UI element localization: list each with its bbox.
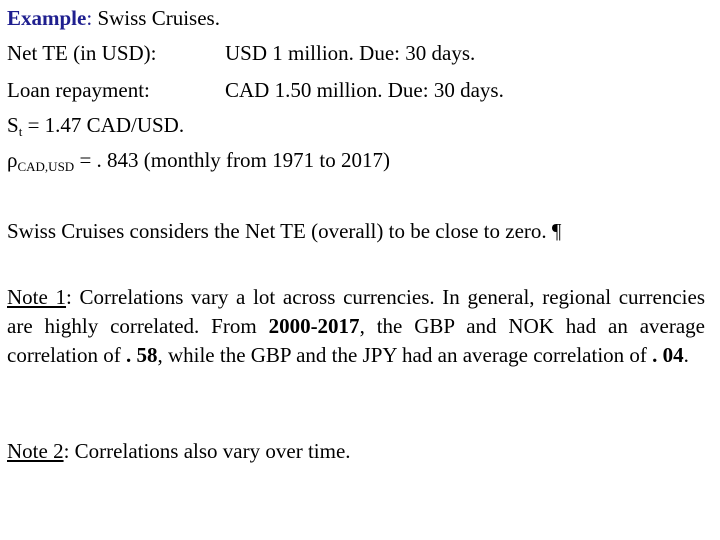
loan-value: CAD 1.50 million. Due: 30 days. xyxy=(225,78,504,102)
note-1-text-b: , the GBP and NOK had an average correlation of xyxy=(7,314,705,367)
net-te-line xyxy=(7,41,476,65)
note-1-end: . xyxy=(683,343,689,367)
note-1-paragraph xyxy=(7,283,705,370)
example-label: Example xyxy=(7,6,87,30)
spot-rate-line xyxy=(7,113,184,137)
conclusion-line xyxy=(7,219,561,243)
net-te-value: USD 1 million. Due: 30 days. xyxy=(225,41,476,65)
note-2-text: Correlations also vary over time. xyxy=(69,439,351,463)
note-1-colon: : xyxy=(66,285,72,309)
correlation-line xyxy=(7,148,390,172)
net-te-label: Net TE (in USD): xyxy=(7,41,157,65)
loan-label: Loan repayment: xyxy=(7,78,150,102)
example-line xyxy=(7,6,220,30)
note-2-colon: : xyxy=(63,439,70,463)
spot-symbol: S xyxy=(7,113,19,137)
note-1-text-c: , while the GBP and the JPY had an average correlation of xyxy=(157,343,653,367)
note-2-label: Note 2 xyxy=(7,439,64,463)
example-colon: : xyxy=(86,6,93,30)
example-text: Swiss Cruises. xyxy=(97,6,220,30)
note-1-years: 2000-2017 xyxy=(268,314,360,338)
note-2-line xyxy=(7,439,351,463)
note-1-value-a: . 58 xyxy=(125,343,158,367)
note-1-value-b: . 04 xyxy=(652,343,684,367)
slide xyxy=(7,0,707,540)
spot-text: = 1.47 CAD/USD. xyxy=(22,113,185,137)
spot-subscript: t xyxy=(18,124,23,139)
rho-text: = . 843 (monthly from 1971 to 2017) xyxy=(74,148,390,172)
rho-subscript: CAD,USD xyxy=(17,159,75,174)
rho-symbol: ρ xyxy=(7,148,18,172)
loan-line xyxy=(7,78,504,102)
conclusion-text: Swiss Cruises considers the Net TE (overall) to be close to zero. ¶ xyxy=(7,219,562,243)
note-1-label: Note 1 xyxy=(7,285,67,309)
note-1-text-a: Correlations vary a lot across currencies. In general, regional currencies are highly correlated. From xyxy=(7,285,705,338)
